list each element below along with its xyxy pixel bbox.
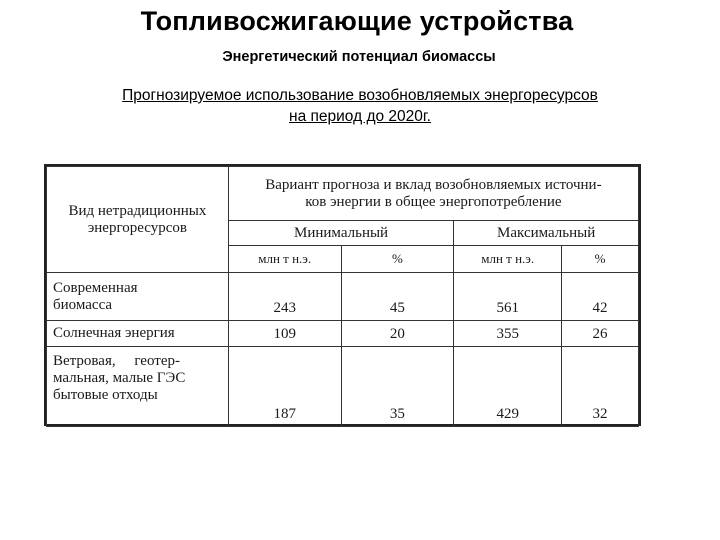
min-mln-cell: 187 (228, 347, 341, 427)
min-mln-cell: 243 (228, 273, 341, 321)
max-pct-cell: 26 (562, 321, 639, 347)
forecast-table-frame (44, 164, 641, 426)
row-label-line-2: биомасса (53, 296, 113, 313)
max-pct-cell: 42 (562, 273, 639, 321)
slide-subtitle: Энергетический потенциал биомассы (222, 49, 496, 65)
slide-title: Топливосжигающие устройства (140, 6, 574, 36)
min-pct-cell: 20 (341, 321, 454, 347)
header-variant (228, 167, 638, 221)
table-row (47, 347, 639, 427)
min-pct-cell: 45 (341, 273, 454, 321)
header-variant-line-1: Вариант прогноза и вклад возобновляемых источни- (265, 176, 602, 193)
header-max-pct-unit: % (562, 246, 639, 273)
header-minimal: Минимальный (228, 221, 453, 246)
row-label-line-2: мальная, малые ГЭС (53, 370, 186, 386)
max-mln-cell: 561 (454, 273, 562, 321)
row-label (47, 347, 229, 427)
table-row (47, 273, 639, 321)
row-label-line-1: Ветровая, геотер- (53, 353, 180, 369)
max-pct-cell: 32 (562, 347, 639, 427)
max-mln-cell: 355 (454, 321, 562, 347)
row-label-line-3: бытовые отходы (53, 387, 158, 403)
header-min-mln-unit: млн т н.э. (228, 246, 341, 273)
min-mln-cell: 109 (228, 321, 341, 347)
header-variant-line-2: ков энергии в общее энергопотребление (305, 193, 562, 210)
header-min-pct-unit: % (341, 246, 454, 273)
caption-line-1: Прогнозируемое использование возобновляемых энергоресурсов (122, 87, 598, 104)
max-mln-cell: 429 (454, 347, 562, 427)
caption-line-2: на период до 2020г. (289, 108, 431, 125)
min-pct-cell: 35 (341, 347, 454, 427)
header-max-mln-unit: млн т н.э. (454, 246, 562, 273)
row-label-line-1: Современная (53, 279, 138, 296)
header-maximal: Максимальный (454, 221, 639, 246)
table-row (47, 321, 639, 347)
forecast-table (46, 166, 639, 427)
table-caption (40, 85, 680, 127)
row-label: Солнечная энергия (47, 321, 229, 347)
header-resource-type: Вид нетрадиционных энергоресурсов (47, 167, 229, 273)
row-label (47, 273, 229, 321)
